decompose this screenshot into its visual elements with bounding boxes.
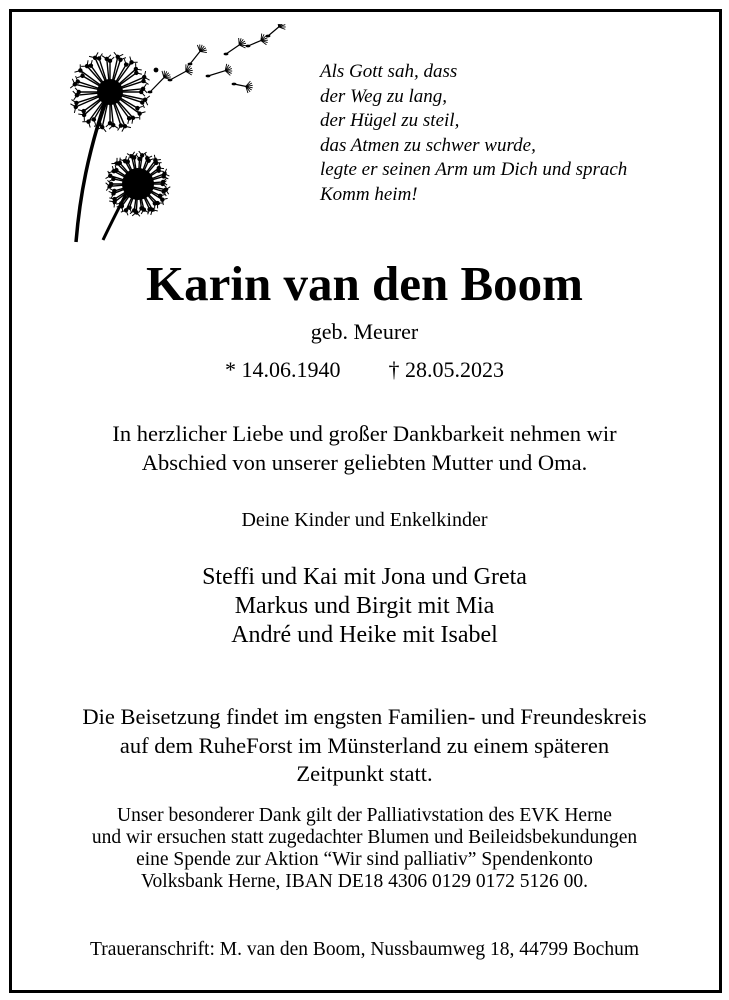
family-member: Markus und Birgit mit Mia [234,593,495,619]
poem-line: das Atmen zu schwer wurde, [320,134,536,156]
burial-notice [12,703,717,789]
dandelion-icon [58,24,288,246]
birth-date: * 14.06.1940 [225,357,341,382]
thanks-line: eine Spende zur Aktion “Wir sind palliativ” Spendenkonto [136,849,593,870]
family-member: André und Heike mit Isabel [231,622,498,648]
farewell-text [12,420,717,477]
thanks-line: Volksbank Herne, IBAN DE18 4306 0129 0172 5126 00. [140,871,589,892]
thanks-line: Unser besonderer Dank gilt der Palliativstation des EVK Herne [117,805,612,826]
family-heading: Deine Kinder und Enkelkinder [241,509,488,531]
deceased-name: Karin van den Boom [146,256,583,311]
death-date: † 28.05.2023 [388,357,504,382]
life-dates [12,355,717,385]
thanks-line: und wir ersuchen statt zugedachter Blumen und Beileidsbekundungen [91,827,638,848]
poem [320,60,720,207]
burial-line: auf dem RuheForst im Münsterland zu einem späteren [119,732,610,758]
poem-line: der Hügel zu steil, [320,110,460,131]
family-members [12,563,717,650]
mourning-address: Traueranschrift: M. van den Boom, Nussbaumweg 18, 44799 Bochum [89,939,639,960]
thanks-notice [12,805,717,893]
poem-line: Komm heim! [320,183,418,205]
poem-line: der Weg zu lang, [320,85,448,107]
poem-line: Als Gott sah, dass [320,61,458,82]
poem-line: legte er seinen Arm um Dich und sprach [320,159,628,180]
family-member: Steffi und Kai mit Jona und Greta [202,564,527,590]
burial-line: Die Beisetzung findet im engsten Familien- und Freundeskreis [82,704,647,729]
farewell-line: In herzlicher Liebe und großer Dankbarkeit nehmen wir [112,421,617,446]
maiden-name: geb. Meurer [310,319,419,344]
farewell-line: Abschied von unserer geliebten Mutter und Oma. [141,449,588,475]
burial-line: Zeitpunkt statt. [296,761,433,786]
